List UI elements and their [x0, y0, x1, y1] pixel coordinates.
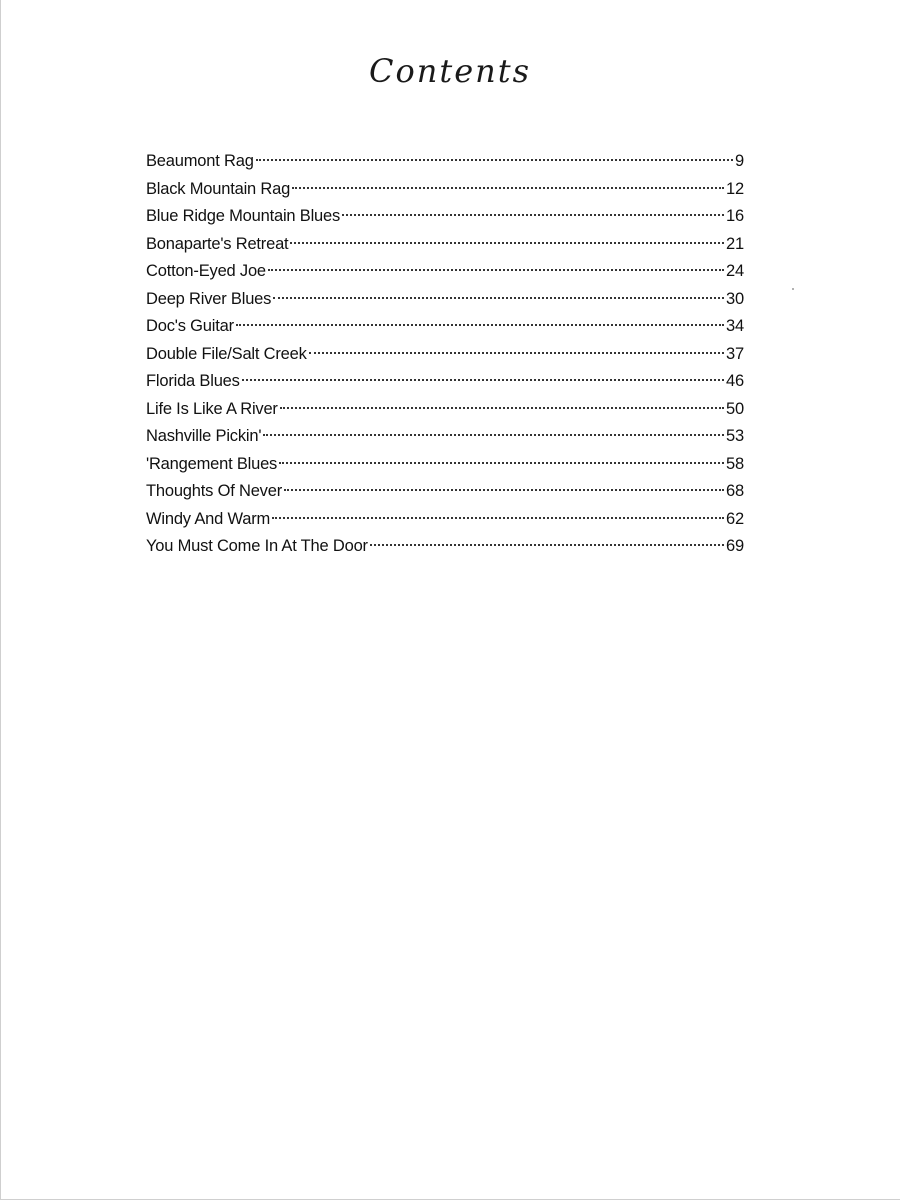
- toc-entry-title: Nashville Pickin': [146, 427, 262, 445]
- toc-entry-title: Cotton-Eyed Joe: [146, 262, 266, 280]
- toc-entry: [146, 258, 744, 286]
- toc-entry-page-number: 50: [726, 399, 744, 418]
- toc-entry-page-number: 12: [726, 179, 744, 198]
- dot-leader: [309, 352, 724, 354]
- dot-leader: [272, 517, 724, 519]
- toc-entry-title: Blue Ridge Mountain Blues: [146, 207, 341, 225]
- toc-entry: [146, 451, 744, 479]
- toc-entry: [146, 341, 744, 369]
- toc-entry: [146, 368, 744, 396]
- dot-leader: [292, 187, 724, 189]
- toc-entry-page-number: 53: [726, 427, 744, 445]
- toc-entry-page-number: 62: [726, 509, 744, 528]
- page-edge-left: [0, 0, 1, 1200]
- page-title: Contents: [368, 52, 532, 90]
- dot-leader: [263, 434, 724, 436]
- toc-entry-title: Beaumont Rag: [146, 152, 254, 170]
- toc-entry: [146, 203, 744, 231]
- toc-entry: [146, 286, 744, 314]
- toc-entry-page-number: 69: [726, 537, 744, 555]
- toc-entry-page-number: 58: [726, 454, 744, 473]
- toc-entry: [146, 313, 744, 341]
- dot-leader: [284, 489, 724, 491]
- dot-leader: [268, 269, 724, 271]
- toc-entry-page-number: 68: [726, 482, 744, 500]
- toc-entry-title: You Must Come In At The Door: [146, 537, 368, 555]
- dot-leader: [256, 159, 733, 161]
- dot-leader: [273, 297, 724, 299]
- dot-leader: [370, 544, 724, 546]
- toc-entry: [146, 231, 744, 259]
- toc-entry-page-number: 46: [726, 372, 744, 390]
- dot-leader: [280, 407, 724, 409]
- toc-entry: [146, 533, 744, 561]
- toc-entry-title: Florida Blues: [146, 372, 240, 390]
- dot-leader: [290, 242, 724, 244]
- toc-entry-page-number: 9: [735, 152, 744, 170]
- toc-entry-title: 'Rangement Blues: [146, 454, 278, 473]
- toc-entry-page-number: 30: [726, 289, 744, 308]
- toc-entry-page-number: 24: [726, 262, 744, 280]
- toc-entry: [146, 396, 744, 424]
- toc-entry: [146, 148, 744, 176]
- scan-speck: [792, 288, 794, 290]
- dot-leader: [279, 462, 724, 464]
- toc-entry: [146, 176, 744, 204]
- toc-entry: [146, 478, 744, 506]
- toc-entry-title: Thoughts Of Never: [146, 482, 282, 500]
- toc-entry-page-number: 37: [726, 344, 744, 363]
- toc-entry: [146, 423, 744, 451]
- toc-entry-title: Doc's Guitar: [146, 317, 234, 335]
- toc-entry-title: Windy And Warm: [146, 509, 271, 528]
- toc-entry-title: Double File/Salt Creek: [146, 344, 307, 363]
- dot-leader: [242, 379, 724, 381]
- table-of-contents: [146, 148, 744, 561]
- toc-entry-page-number: 16: [726, 207, 744, 225]
- dot-leader: [342, 214, 724, 216]
- toc-entry-title: Black Mountain Rag: [146, 179, 291, 198]
- toc-entry-page-number: 21: [726, 234, 744, 253]
- toc-entry-title: Deep River Blues: [146, 289, 272, 308]
- toc-entry-title: Bonaparte's Retreat: [146, 234, 289, 253]
- toc-entry-page-number: 34: [726, 317, 744, 335]
- toc-entry: [146, 506, 744, 534]
- toc-entry-title: Life Is Like A River: [146, 399, 278, 418]
- dot-leader: [236, 324, 724, 326]
